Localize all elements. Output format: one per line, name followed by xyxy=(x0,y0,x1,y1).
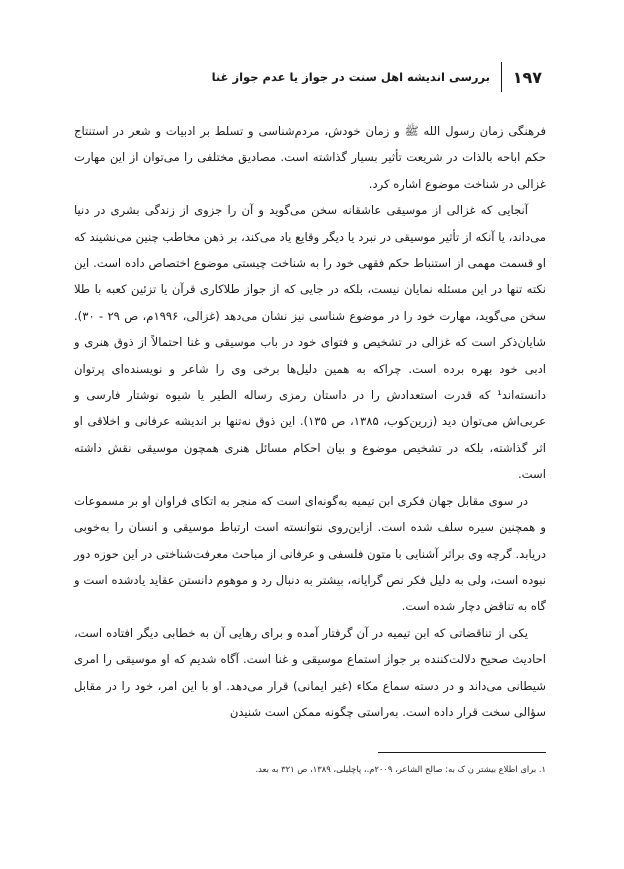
footnote: ۱. برای اطلاع بیشتر ن ک به: صالح الشاعر، ۲۰۰۹م.، پاچلیلی، ۱۳۸۹، ص ۳۲۱ به بعد. xyxy=(255,764,546,774)
body-text xyxy=(74,118,546,725)
paragraph: یکی از تناقضاتی که ابن تیمیه در آن گرفتار آمده و برای رهایی آن به خطابی دیگر افتاده است، احادیث صحیح دلالت‌کننده بر جواز استماع موسیقی و غنا است. آگاه شدیم که او موسیقی را امری شیطانی می‌داند و در دسته سماع مکاء (غیر ایمانی) قرار می‌دهد. او با این امر، خود را در مقابل سؤالی سخت قرار داده است. به‌راستی چگونه ممکن است شنیدن xyxy=(74,625,546,719)
footnote-divider xyxy=(378,752,546,753)
page-header xyxy=(82,62,542,90)
running-title: بررسی اندیشه اهل سنت در جواز یا عدم جواز غنا xyxy=(211,70,490,84)
header-divider xyxy=(501,62,502,92)
paragraph: فرهنگی زمان رسول الله ﷺ و زمان خودش، مردم‌شناسی و تسلط بر ادبیات و شعر در استنتاج حکم اباحه بالذات در شریعت تأثیر بسیار گذاشته است. مصادیق مختلفی را می‌توان از این مهارت غزالی در شناخت موضوع اشاره کرد. xyxy=(74,124,546,191)
page-number: ۱۹۷ xyxy=(512,68,542,87)
paragraph: آنجایی که غزالی از موسیقی عاشقانه سخن می‌گوید و آن را جزوی از زندگی بشری در دنیا می‌داند، یا آنکه از تأثیر موسیقی در نبرد یا دیگر وقایع یاد می‌کند، بر ذهن مخاطب چنین می‌نشیند که او قسمت مهمی از استنباط حکم فقهی خود را به شناخت چیستی موضوع اختصاص داده است. این نکته تنها در این مسئله نمایان نیست، بلکه در جایی که از جواز طلاکاری قرآن یا تزئین کعبه با طلا سخن می‌گوید، مهارت خود را در موضوع شناسی نیز نشان می‌دهد (غزالی، ۱۹۹۶م، ص ۲۹ - ۳۰). شایان‌ذکر است که غزالی در تشخیص و فتوای خود در باب موسیقی و غنا احتمالاً از ذوق هنری و ادبی خود بهره برده است. چراکه به همین دلیل‌ها برخی وی را شاعر و نویسنده‌ای پرتوان دانسته‌اند¹ که قدرت استعدادش را در داستان رمزی رساله الطیر یا شیوه نوشتار فارسی و عربی‌اش می‌توان دید (زرین‌کوب، ۱۳۸۵، ص ۱۳۵). این ذوق نه‌تنها بر اندیشه عرفانی و اخلاقی او اثر گذاشته، بلکه در تشخیص موضوع و بیان احکام مسائل هنری همچون موسیقی نقش داشته است. xyxy=(74,203,547,482)
paragraph: در سوی مقابل جهان فکری ابن تیمیه به‌گونه‌ای است که منجر به اتکای فراوان او بر مسموعات و همچنین سیره سلف شده است. ازاین‌روی نتوانسته است ارتباط موسیقی و انسان را به‌خوبی دریابد. گرچه وی براثر آشنایی با متون فلسفی و عرفانی از مباحث معرفت‌شناختی در این حوزه دور نبوده است، ولی به دلیل فکر نص گرایانه، بیشتر به دنبال رد و موهوم دانستن عقاید یادشده است و گاه به تناقض دچار شده است. xyxy=(74,493,546,614)
